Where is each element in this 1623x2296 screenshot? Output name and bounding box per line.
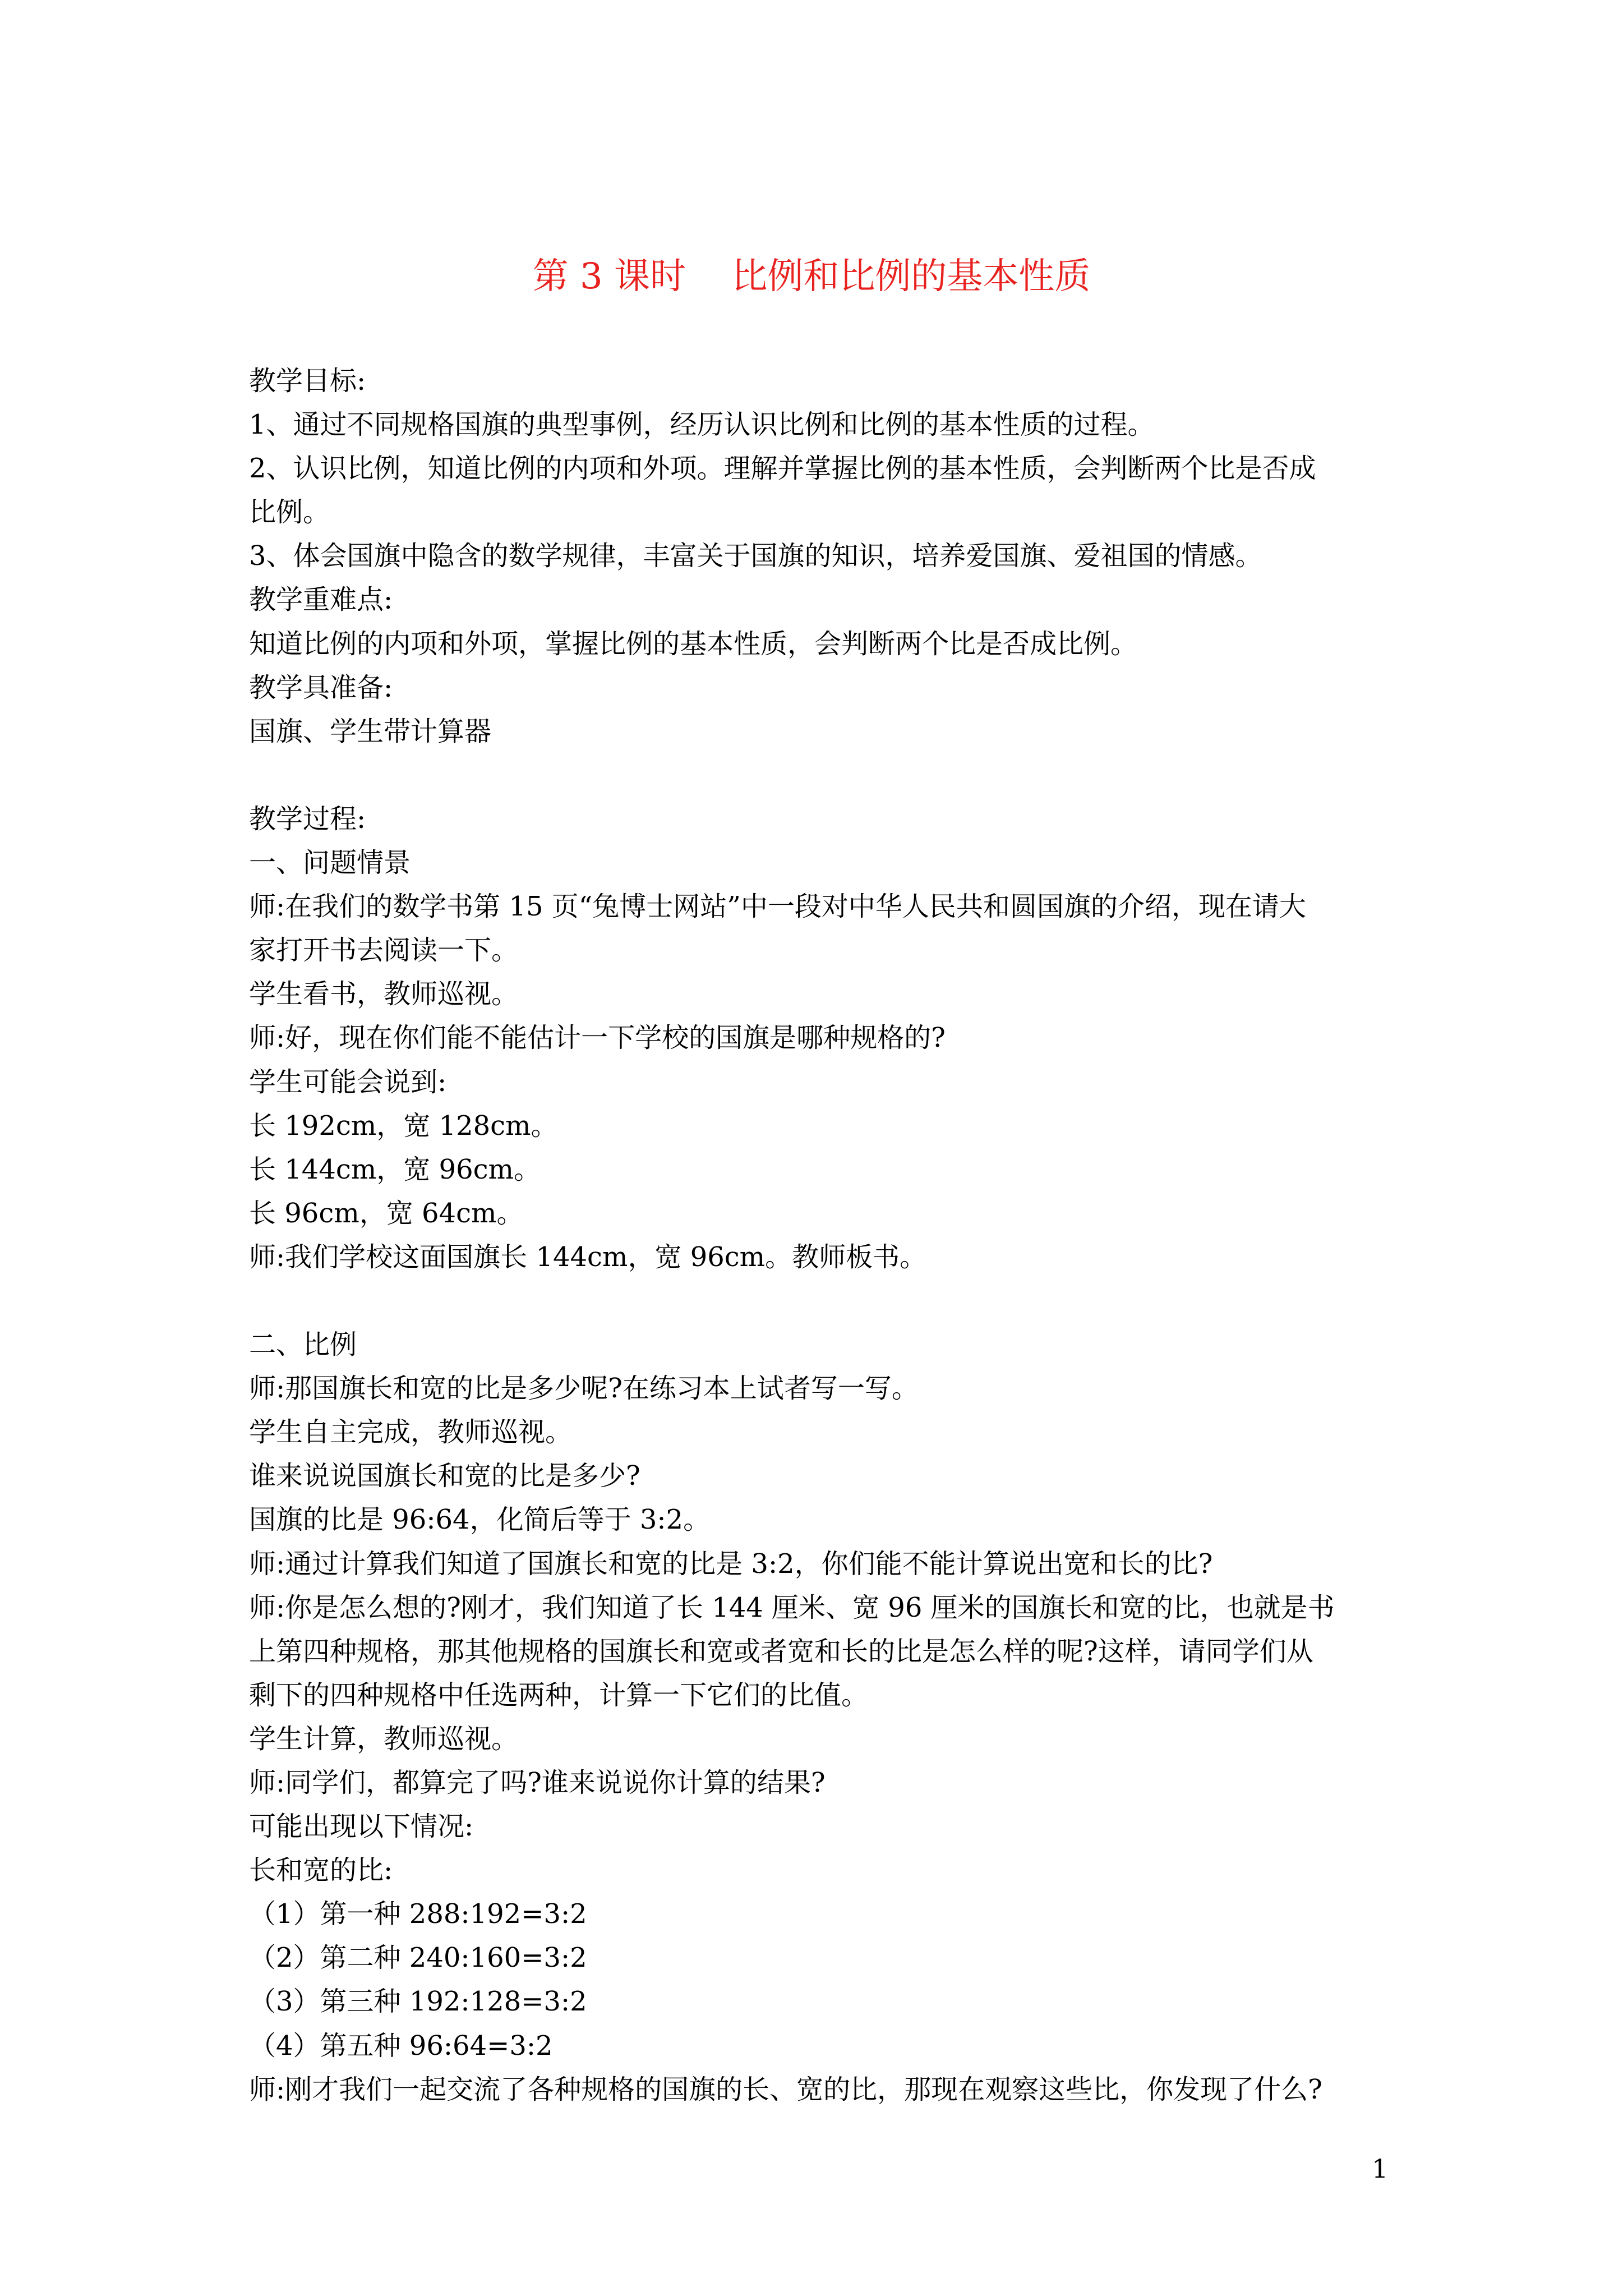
text-line: 学生自主完成，教师巡视。: [249, 1416, 573, 1448]
text-line: 家打开书去阅读一下。: [249, 935, 519, 967]
text-line: 长和宽的比:: [249, 1855, 393, 1887]
text-line: 知道比例的内项和外项，掌握比例的基本性质，会判断两个比是否成比例。: [249, 628, 1138, 660]
text-line: （1）第一种 288:192=3:2: [249, 1898, 587, 1930]
text-line: 师:刚才我们一起交流了各种规格的国旗的长、宽的比，那现在观察这些比，你发现了什么?: [249, 2073, 1322, 2105]
text-line: 教学过程:: [249, 803, 366, 835]
text-line: 国旗的比是 96:64，化简后等于 3:2。: [249, 1504, 711, 1536]
text-line: 2、认识比例，知道比例的内项和外项。理解并掌握比例的基本性质，会判断两个比是否成: [249, 453, 1316, 485]
text-line: 学生看书，教师巡视。: [249, 978, 519, 1010]
text-line: 师:通过计算我们知道了国旗长和宽的比是 3:2，你们能不能计算说出宽和长的比?: [249, 1548, 1213, 1580]
text-line: 比例。: [249, 496, 330, 528]
text-line: 长 144cm，宽 96cm。: [249, 1153, 541, 1185]
text-line: 教学目标:: [249, 365, 366, 397]
text-line: 师:我们学校这面国旗长 144cm，宽 96cm。教师板书。: [249, 1241, 927, 1273]
text-line: 师:那国旗长和宽的比是多少呢?在练习本上试者写一写。: [249, 1373, 919, 1405]
text-line: 一、问题情景: [249, 847, 411, 879]
text-line: 学生计算，教师巡视。: [249, 1723, 519, 1755]
text-line: 剩下的四种规格中任选两种，计算一下它们的比值。: [249, 1679, 869, 1711]
text-line: 师:在我们的数学书第 15 页“兔博士网站”中一段对中华人民共和圆国旗的介绍，现在请大: [249, 891, 1306, 923]
text-line: 教学具准备:: [249, 671, 393, 703]
text-line: 学生可能会说到:: [249, 1066, 447, 1098]
text-line: 师:你是怎么想的?刚才，我们知道了长 144 厘米、宽 96 厘米的国旗长和宽的比，也就是书: [249, 1591, 1335, 1623]
text-line: （2）第二种 240:160=3:2: [249, 1942, 587, 1974]
text-line: 上第四种规格，那其他规格的国旗长和宽或者宽和长的比是怎么样的呢?这样，请同学们从: [249, 1635, 1313, 1667]
text-line: 国旗、学生带计算器: [249, 715, 492, 747]
text-line: 谁来说说国旗长和宽的比是多少?: [249, 1460, 640, 1492]
text-line: 师:好，现在你们能不能估计一下学校的国旗是哪种规格的?: [249, 1022, 946, 1054]
text-line: 师:同学们，都算完了吗?谁来说说你计算的结果?: [249, 1767, 826, 1798]
document-body: [249, 359, 1393, 2111]
text-line: （3）第三种 192:128=3:2: [249, 1986, 587, 2018]
blank-line: [249, 753, 1393, 797]
text-line: 二、比例: [249, 1329, 357, 1361]
text-line: 教学重难点:: [249, 584, 393, 616]
text-line: 1、通过不同规格国旗的典型事例，经历认识比例和比例的基本性质的过程。: [249, 409, 1155, 441]
text-line: 3、体会国旗中隐含的数学规律，丰富关于国旗的知识，培养爱国旗、爱祖国的情感。: [249, 540, 1262, 572]
blank-line: [249, 1279, 1393, 1323]
text-line: 可能出现以下情况:: [249, 1811, 474, 1843]
text-line: 长 192cm，宽 128cm。: [249, 1110, 558, 1142]
text-line: 长 96cm，宽 64cm。: [249, 1197, 524, 1229]
page-number: 1: [1372, 2154, 1389, 2184]
page-title: 第 3 课时 比例和比例的基本性质: [532, 256, 1091, 297]
text-line: （4）第五种 96:64=3:2: [249, 2030, 553, 2062]
